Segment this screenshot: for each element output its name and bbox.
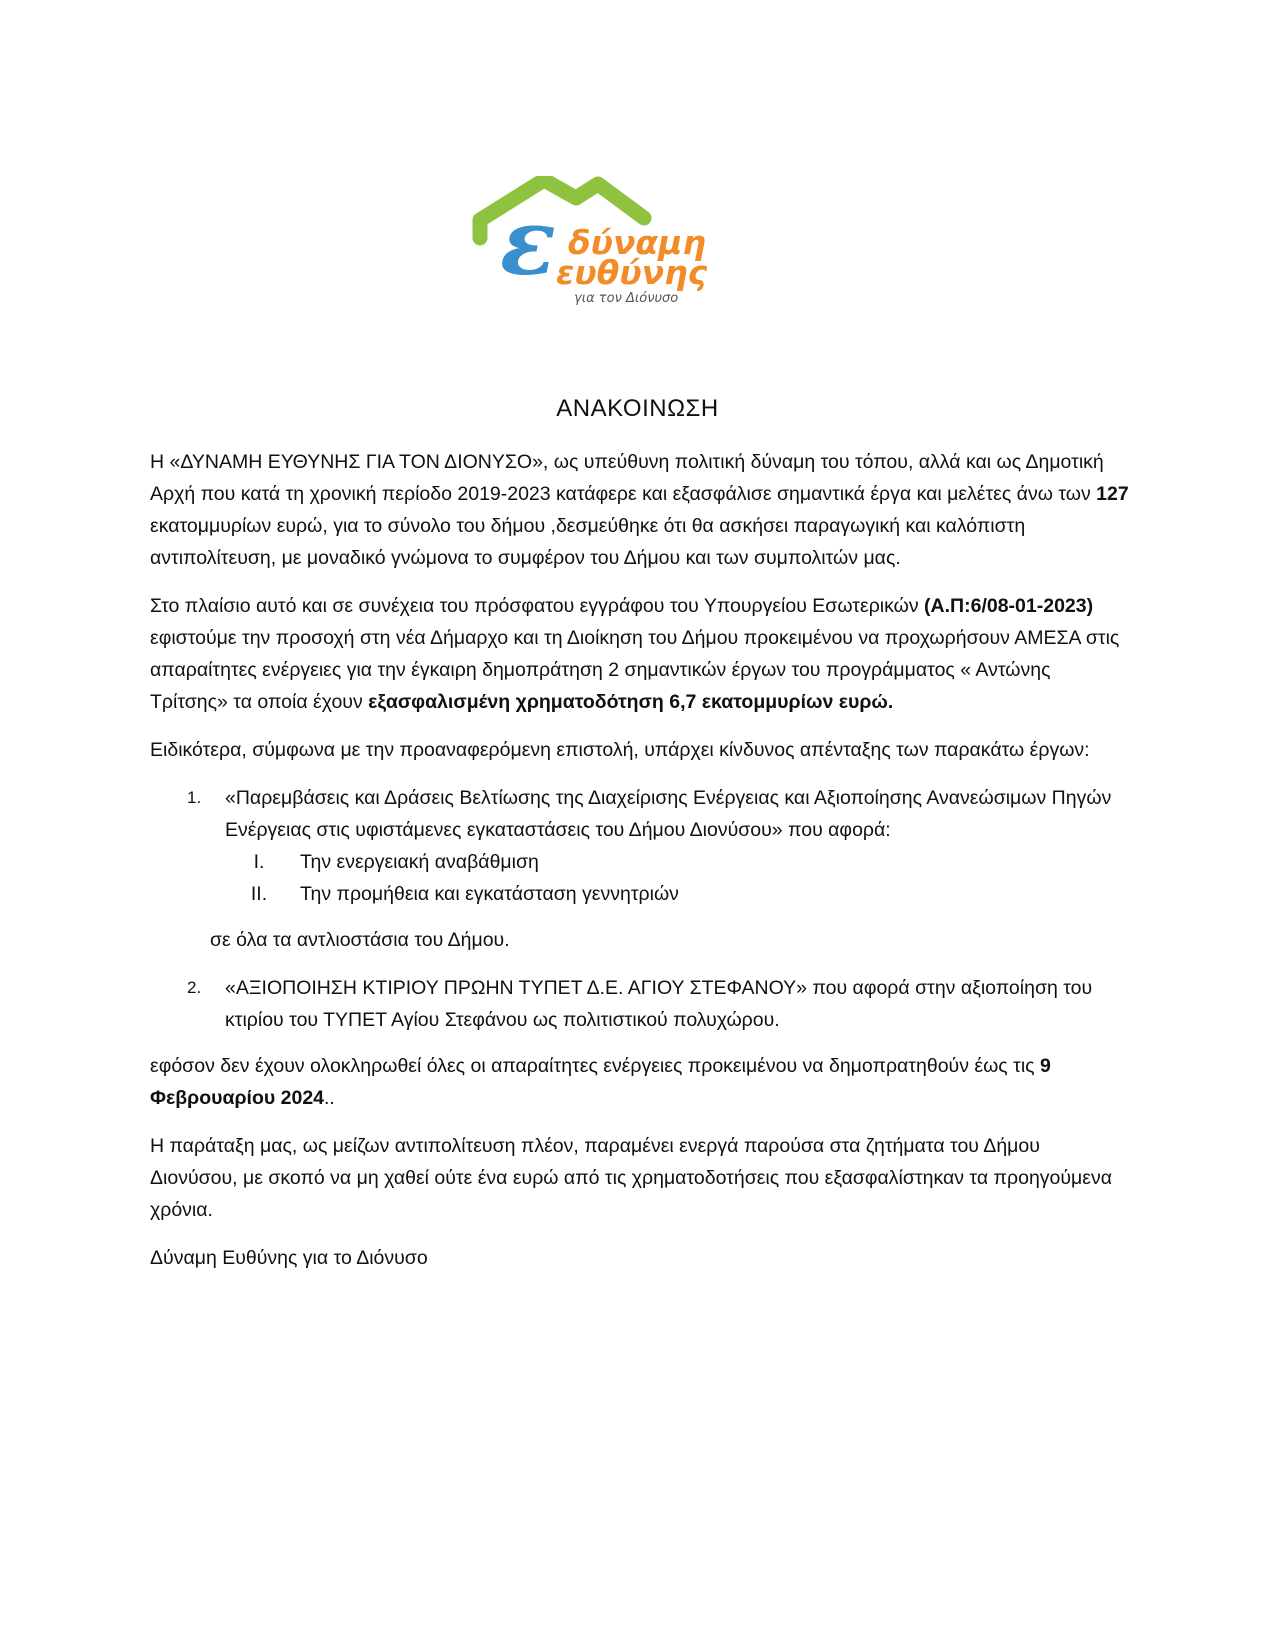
- paragraph-intro-text-a: Η «ΔΥΝΑΜΗ ΕΥΘΥΝΗΣ ΓΙΑ ΤΟΝ ΔΙΟΝΥΣΟ», ως υπεύθυνη πολιτική δύναμη του τόπου, αλλά και ως Δημοτική Αρχή που κατά τη χρονική περίοδο 2019-2023 κατάφερε και εξασφάλισε σημαντικά έργα και μελέτες άνω των: [150, 451, 1104, 505]
- logo-graphic: [472, 176, 772, 326]
- paragraph-ministry-text-c: εφιστούμε την προσοχή στη νέα Δήμαρχο και τη Διοίκηση του Δήμου προκειμένου να προχωρήσουν ΑΜΕΣΑ στις απαραίτητες ενέργειες για την έγκαιρη δημοπράτηση 2 σημαντικών έργων του προγράμματος « Αντώνης Τρίτσης» τα οποία έχουν: [150, 627, 1120, 713]
- paragraph-closing: Η παράταξη μας, ως μείζων αντιπολίτευση πλέον, παραμένει ενεργά παρούσα στα ζητήματα του Δήμου Διονύσου, με σκοπό να μη χαθεί ούτε ένα ευρώ από τις χρηματοδοτήσεις που εξασφαλίστηκαν τα προηγούμενα χρόνια.: [150, 1135, 1112, 1221]
- deadline-date: 9 Φεβρουαρίου 2024: [150, 1055, 1051, 1109]
- paragraph-intro-text-c: εκατομμυρίων ευρώ, για το σύνολο του δήμου ,δεσμεύθηκε ότι θα ασκήσει παραγωγική και καλόπιστη αντιπολίτευση, με μοναδικό γνώμονα το συμφέρον του Δήμου και των συμπολιτών μας.: [150, 515, 1026, 569]
- sublist-item-2: [150, 878, 1130, 910]
- paragraph-risk: Ειδικότερα, σύμφωνα με την προαναφερόμενη επιστολή, υπάρχει κίνδυνος απένταξης των παρακάτω έργων:: [150, 739, 1090, 761]
- paragraph-ministry: [150, 590, 1130, 718]
- logo-line2: ευθύνης: [556, 253, 708, 292]
- list-item-1-after: σε όλα τα αντλιοστάσια του Δήμου.: [210, 929, 510, 951]
- logo-letter: ε: [500, 188, 556, 296]
- paragraph-deadline-text-c: ..: [324, 1087, 335, 1109]
- paragraph-intro: [150, 446, 1130, 574]
- document-title: ΑΝΑΚΟΙΝΩΣΗ: [556, 395, 719, 422]
- list-number-2: 2.: [187, 978, 202, 997]
- list-item-2-text: «ΑΞΙΟΠΟΙΗΣΗ ΚΤΙΡΙΟΥ ΠΡΩΗΝ ΤΥΠΕΤ Δ.Ε. ΑΓΙΟΥ ΣΤΕΦΑΝΟΥ» που αφορά στην αξιοποίηση του κτιρίου του ΤΥΠΕΤ Αγίου Στεφάνου ως πολιτιστικού πολυχώρου.: [225, 977, 1093, 1031]
- list-item-1: [150, 782, 1130, 846]
- paragraph-deadline: [150, 1050, 1130, 1114]
- funding-amount: εξασφαλισμένη χρηματοδότηση 6,7 εκατομμυρίων ευρώ.: [368, 691, 894, 713]
- paragraph-deadline-text-a: εφόσον δεν έχουν ολοκληρωθεί όλες οι απαραίτητες ενέργειες προκειμένου να δημοπρατηθούν έως τις: [150, 1055, 1040, 1077]
- sublist-item-1: [150, 846, 1130, 878]
- sublist-number-2: II.: [250, 883, 268, 905]
- signature: Δύναμη Ευθύνης για το Διόνυσο: [150, 1247, 428, 1269]
- sublist-item-1-text: Την ενεργειακή αναβάθμιση: [300, 851, 539, 873]
- sublist: [150, 846, 1130, 910]
- logo-line3: για τον Διόνυσο: [574, 291, 679, 306]
- paragraph-ministry-text-a: Στο πλαίσιο αυτό και σε συνέχεια του πρόσφατου εγγράφου του Υπουργείου Εσωτερικών: [150, 595, 925, 617]
- sublist-item-2-text: Την προμήθεια και εγκατάσταση γεννητριών: [300, 883, 679, 905]
- list-item-1-text: «Παρεμβάσεις και Δράσεις Βελτίωσης της Διαχείρισης Ενέργειας και Αξιοποίησης Ανανεώσιμων Πηγών Ενέργειας στις υφιστάμενες εγκαταστάσεις του Δήμου Διονύσου» που αφορά:: [225, 787, 1112, 841]
- document-body: [150, 446, 1130, 1290]
- list-item-2: [150, 972, 1130, 1036]
- amount-127: 127: [1096, 483, 1129, 505]
- list-number-1: 1.: [187, 788, 202, 807]
- document-reference: (Α.Π:6/08-01-2023): [924, 595, 1094, 617]
- party-logo: [472, 176, 772, 326]
- sublist-number-1: I.: [253, 851, 265, 873]
- logo-line1: δύναμη: [568, 223, 706, 262]
